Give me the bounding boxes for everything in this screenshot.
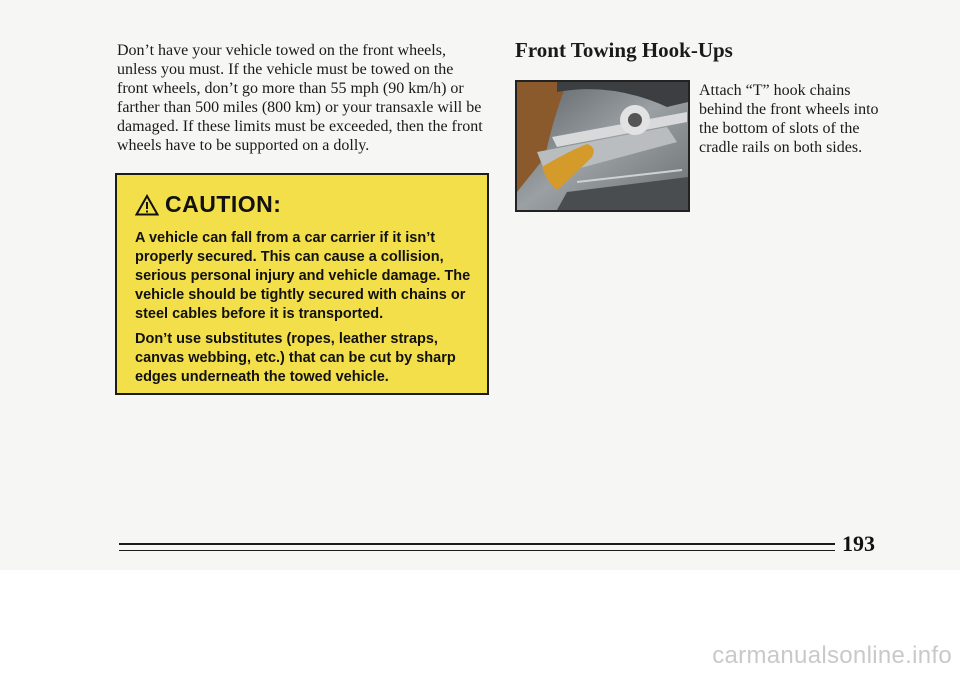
warning-triangle-icon [135, 194, 159, 216]
footer-rule [119, 543, 835, 545]
page-number: 193 [842, 531, 875, 556]
hookup-instructions: Attach “T” hook chains behind the front wheels into the bottom of slots of the cradle rails on both sides. [699, 82, 879, 156]
caution-box [115, 173, 489, 395]
caution-header [135, 191, 473, 218]
caution-title: CAUTION: [165, 191, 282, 217]
watermark: carmanualsonline.info [712, 642, 952, 669]
caution-paragraph-1: A vehicle can fall from a car carrier if it isn’t properly secured. This can cause a collision, serious personal injury and vehicle damage. The vehicle should be tightly secured with chains or steel cables before it is transported. [135, 230, 471, 322]
section-title: Front Towing Hook-Ups [515, 38, 733, 62]
towing-intro-text: Don’t have your vehicle towed on the front wheels, unless you must. If the vehicle must be towed on the front wheels, don’t go more than 55 mph (90 km/h) or farther than 500 miles (800 km) or your transaxle will be damaged. If these limits must be exceeded, then the front wheels have to be supported on a dolly. [117, 42, 483, 154]
footer-rule-thin [119, 550, 835, 551]
caution-paragraph-2: Don’t use substitutes (ropes, leather straps, canvas webbing, etc.) that can be cut by sharp edges underneath the towed vehicle. [135, 331, 456, 385]
towing-hook-photo [515, 80, 690, 212]
